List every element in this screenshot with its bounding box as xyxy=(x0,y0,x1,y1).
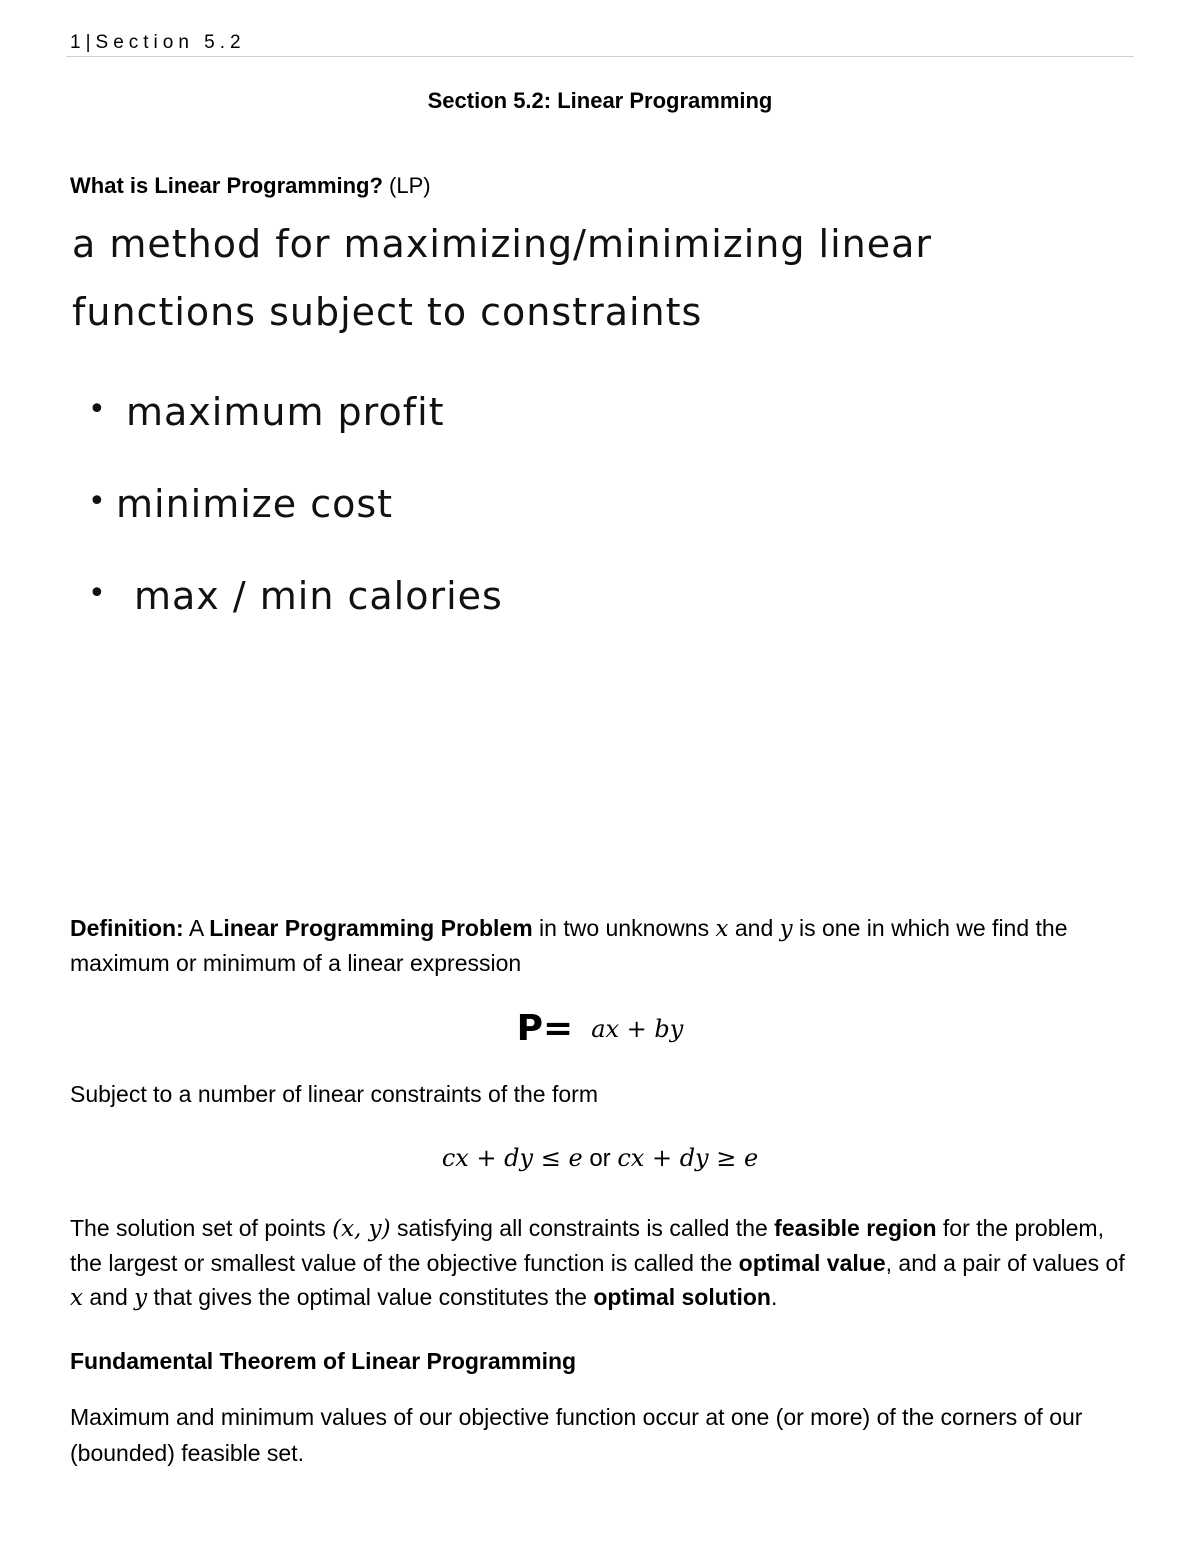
handwritten-line-1: a method for maximizing/minimizing linear xyxy=(72,222,933,266)
definition-paragraph xyxy=(70,911,1140,980)
solution-point-xy: (x, y) xyxy=(332,1216,391,1242)
definition-text-3: and xyxy=(728,915,780,941)
term-optimal-value: optimal value xyxy=(738,1250,886,1276)
constraints-intro: Subject to a number of linear constraints of the form xyxy=(70,1081,598,1107)
definition-term: Linear Programming Problem xyxy=(209,915,533,941)
term-feasible-region: feasible region xyxy=(774,1215,937,1241)
lp-question-rest: (LP) xyxy=(382,173,431,198)
constraint-or: or xyxy=(582,1145,618,1172)
handwritten-bullet-2: minimize cost xyxy=(116,482,394,526)
definition-text-4: is one in which we find the maximum or minimum of a linear expression xyxy=(70,915,1068,976)
handwritten-line-2: functions subject to constraints xyxy=(72,290,703,334)
page-title: Section 5.2: Linear Programming xyxy=(427,88,773,113)
objective-function xyxy=(0,1008,1200,1049)
constraint-ge: cx + dy ≥ e xyxy=(617,1144,759,1172)
handwritten-p-equals: P= xyxy=(516,1008,574,1049)
page-header: 1|Section 5.2 xyxy=(70,32,246,53)
definition-text-1: A xyxy=(183,915,210,941)
constraint-form xyxy=(0,1144,1200,1173)
theorem-heading: Fundamental Theorem of Linear Programming xyxy=(70,1348,577,1374)
definition-text-2: in two unknowns xyxy=(532,915,716,941)
theorem-text: Maximum and minimum values of our objective function occur at one (or more) of the corners of our (bounded) feasible set. xyxy=(70,1404,1083,1466)
constraint-le: cx + dy ≤ e xyxy=(441,1144,583,1172)
page-number: 1 xyxy=(70,32,86,53)
bullet-dot-2: • xyxy=(88,484,106,519)
solution-var-y: y xyxy=(134,1285,148,1311)
definition-label: Definition: xyxy=(70,915,184,941)
definition-var-y: y xyxy=(779,916,793,942)
header-divider xyxy=(66,56,1134,57)
solution-text-6: that gives the optimal value constitutes the xyxy=(147,1284,594,1310)
bullet-dot-3: • xyxy=(88,576,106,611)
solution-text-7: . xyxy=(770,1284,778,1310)
definition-var-x: x xyxy=(715,916,729,942)
handwritten-bullet-3: max / min calories xyxy=(134,574,503,618)
term-optimal-solution: optimal solution xyxy=(593,1284,771,1310)
handwritten-bullet-1: maximum profit xyxy=(126,390,445,434)
solution-text-3: for the problem, the largest or smallest value of the objective function is called the xyxy=(70,1215,1104,1276)
solution-text-4: , and a pair of values of xyxy=(885,1250,1125,1276)
header-section: Section 5.2 xyxy=(95,32,246,53)
solution-text-1: The solution set of points xyxy=(70,1215,333,1241)
lp-question xyxy=(70,173,431,199)
solution-var-x: x xyxy=(70,1285,83,1311)
bullet-dot-1: • xyxy=(88,392,106,427)
solution-text-2: satisfying all constraints is called the xyxy=(390,1215,775,1241)
objective-expression: ax + by xyxy=(591,1015,684,1043)
solution-paragraph xyxy=(70,1211,1140,1315)
lp-question-bold: What is Linear Programming? xyxy=(70,173,383,198)
solution-text-5: and xyxy=(82,1284,135,1310)
